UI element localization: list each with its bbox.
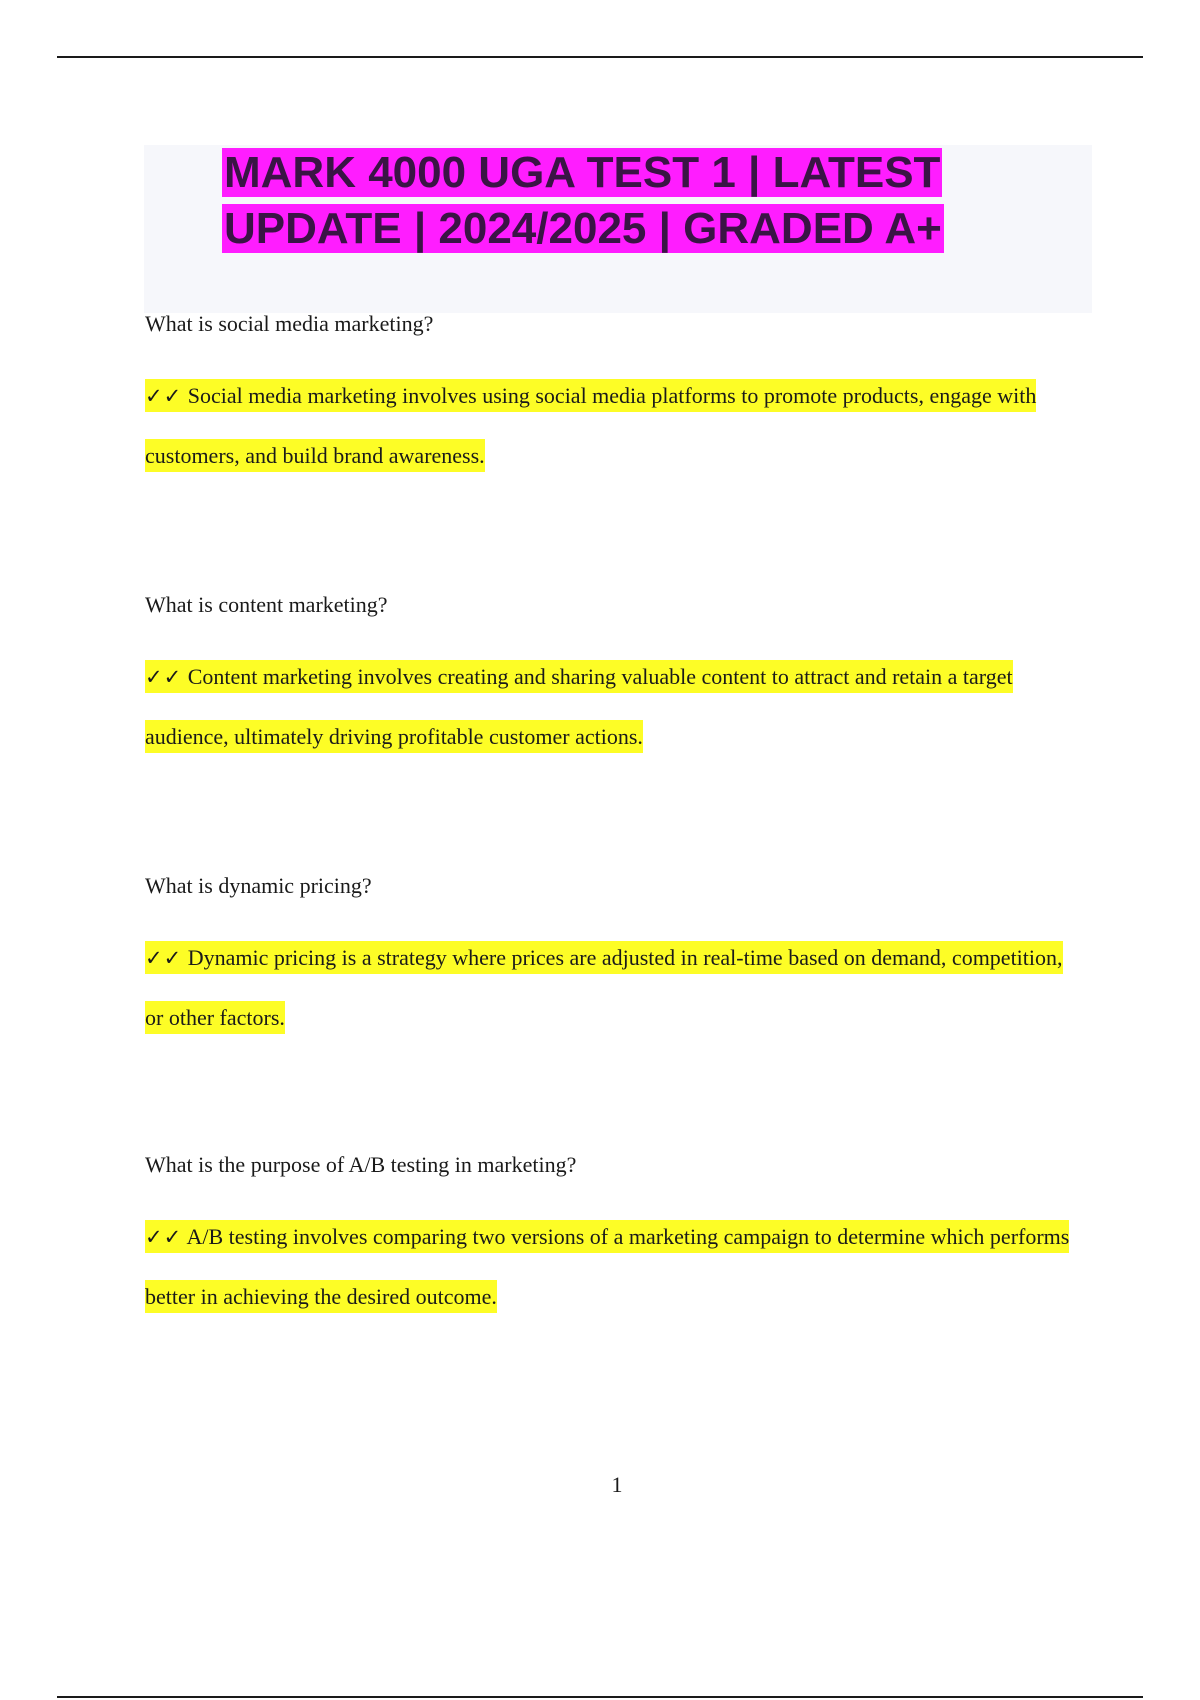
answer-highlight	[145, 379, 1036, 472]
page-number: 1	[611, 1472, 623, 1497]
header-rule	[57, 56, 1143, 58]
qa-item	[145, 1151, 1085, 1327]
answer-text	[145, 1207, 1085, 1327]
answer-text	[145, 647, 1085, 767]
answer-body: A/B testing involves comparing two versions of a marketing campaign to determine which performs better in achieving the desired outcome.	[145, 1224, 1070, 1309]
answer-body: Social media marketing involves using social media platforms to promote products, engage with customers, and build brand awareness.	[145, 383, 1037, 468]
question-text: What is content marketing?	[145, 592, 388, 617]
answer-highlight	[145, 660, 1013, 753]
qa-item	[145, 310, 1085, 486]
footer-rule	[57, 1696, 1143, 1698]
answer-body: Dynamic pricing is a strategy where prices are adjusted in real-time based on demand, competition, or other factors.	[145, 945, 1063, 1030]
answer-text	[145, 366, 1085, 486]
answer-text	[145, 928, 1085, 1048]
document-title-text: MARK 4000 UGA TEST 1 | LATEST UPDATE | 2024/2025 | GRADED A+	[224, 148, 942, 253]
question-text: What is dynamic pricing?	[145, 873, 372, 898]
answer-highlight	[145, 941, 1063, 1034]
qa-item	[145, 872, 1085, 1048]
check-mark-icon: ✓✓	[145, 1225, 183, 1249]
answer-body: Content marketing involves creating and sharing valuable content to attract and retain a target audience, ultimately driving profitable customer actions.	[145, 664, 1013, 749]
question-text: What is social media marketing?	[145, 311, 434, 336]
answer-highlight	[145, 1220, 1069, 1313]
qa-item	[145, 591, 1085, 767]
check-mark-icon: ✓✓	[145, 384, 183, 408]
document-title	[222, 145, 1012, 257]
question-text: What is the purpose of A/B testing in marketing?	[145, 1152, 577, 1177]
check-mark-icon: ✓✓	[145, 665, 183, 689]
check-mark-icon: ✓✓	[145, 946, 183, 970]
